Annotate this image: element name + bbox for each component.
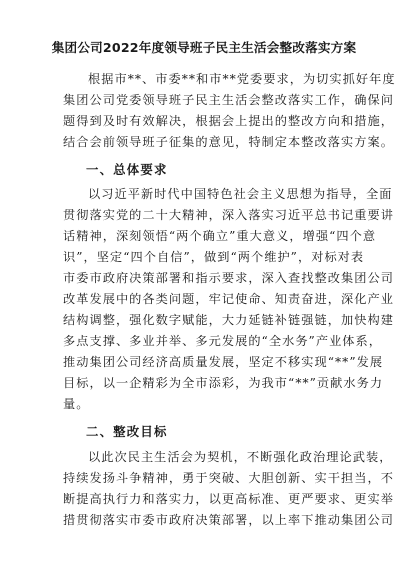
intro-line: 根据市**、市委**和市**党委要求，为切实抓好年度 bbox=[88, 72, 396, 86]
section-heading: 一、总体要求 bbox=[86, 162, 168, 177]
section1-line: 贯彻落实党的二十大精神，深入落实习近平总书记重要讲 bbox=[63, 208, 394, 222]
section-heading: 二、整改目标 bbox=[86, 424, 168, 439]
section1-line: 目标，以一企精彩为全市添彩，为我市“**”贡献水务力 bbox=[63, 376, 384, 390]
section2-line: 措贯彻落实市委市政府决策部署，以上率下推动集团公司 bbox=[63, 513, 394, 527]
section1-line: 量。 bbox=[63, 397, 90, 411]
section1-line: 话精神，深刻领悟“两个确立”重大意义，增强“四个意 bbox=[63, 229, 377, 243]
section2-line: 持续发扬斗争精神，勇于突破、大胆创新、实干担当，不 bbox=[63, 471, 394, 485]
section1-line: 识”，坚定“四个自信”，做到“两个维护”，对标对表 bbox=[63, 250, 365, 264]
section2-line: 以此次民主生活会为契机，不断强化政治理论武装， bbox=[88, 450, 393, 464]
section1-line: 结构调整，强化数字赋能，大力延链补链强链，加快构建 bbox=[63, 313, 394, 327]
document-title: 集团公司2022年度领导班子民主生活会整改落实方案 bbox=[51, 40, 357, 55]
section1-line: 多点支撑、多业并举、多元发展的“全水务”产业体系， bbox=[63, 334, 383, 348]
intro-line: 题得到及时有效解决，根据会上提出的整改方向和措施， bbox=[63, 114, 394, 128]
section1-line: 以习近平新时代中国特色社会主义思想为指导，全面 bbox=[88, 187, 393, 201]
section2-line: 断提高执行力和落实力，以更高标准、更严要求、更实举 bbox=[63, 492, 394, 506]
intro-line: 集团公司党委领导班子民主生活会整改落实工作，确保问 bbox=[63, 93, 394, 107]
section1-line: 市委市政府决策部署和指示要求，深入查找整改集团公司 bbox=[63, 271, 394, 285]
section1-line: 推动集团公司经济高质量发展，坚定不移实现“**”发展 bbox=[63, 355, 384, 369]
section1-line: 改革发展中的各类问题，牢记使命、知责奋进，深化产业 bbox=[63, 292, 394, 306]
intro-line: 结合会前领导班子征集的意见，特制定本整改落实方案。 bbox=[63, 135, 394, 149]
